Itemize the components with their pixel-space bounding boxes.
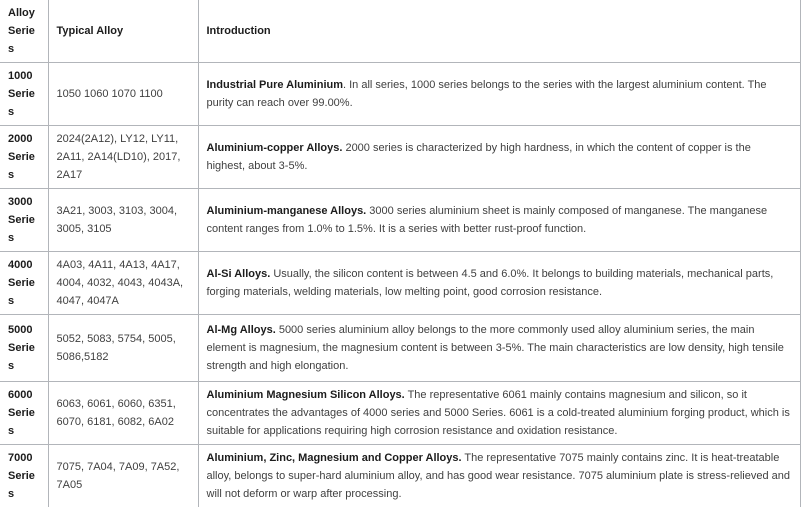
table-row-5000-series — [0, 315, 800, 382]
introduction-cell — [198, 189, 800, 252]
header-typical-alloy: Typical Alloy — [48, 0, 198, 63]
intro-body-text: . In all series, 1000 series belongs to the series with the largest aluminium content. The purity can reach over 99.00%. — [207, 79, 767, 109]
intro-body-text: 2000 series is characterized by high hardness, in which the content of copper is the highest, about 3-5%. — [207, 142, 751, 172]
intro-lead-text: Al-Mg Alloys. — [207, 324, 276, 336]
intro-body-text: The representative 7075 mainly contains zinc. It is heat-treatable alloy, belongs to super-hard aluminium alloy, and has good wear resistance. 7075 aluminium plate is stress-relieved and will not deform or warp after processing. — [207, 452, 791, 500]
introduction-cell — [198, 126, 800, 189]
typical-alloy-cell: 1050 1060 1070 1100 — [48, 63, 198, 126]
series-cell: 4000 Series — [0, 252, 48, 315]
table-row-1000-series — [0, 63, 800, 126]
intro-lead-text: Aluminium Magnesium Silicon Alloys. — [207, 389, 405, 401]
introduction-cell — [198, 252, 800, 315]
typical-alloy-cell: 4A03, 4A11, 4A13, 4A17, 4004, 4032, 4043, 4043A, 4047, 4047A — [48, 252, 198, 315]
header-alloy-series: Alloy Series — [0, 0, 48, 63]
series-cell: 5000 Series — [0, 315, 48, 382]
typical-alloy-cell: 6063, 6061, 6060, 6351, 6070, 6181, 6082, 6A02 — [48, 382, 198, 445]
table-row-6000-series — [0, 382, 800, 445]
intro-lead-text: Aluminium, Zinc, Magnesium and Copper Alloys. — [207, 452, 462, 464]
series-cell: 6000 Series — [0, 382, 48, 445]
introduction-cell — [198, 382, 800, 445]
intro-body-text: Usually, the silicon content is between 4.5 and 6.0%. It belongs to building materials, mechanical parts, forging materials, welding materials, low melting point, good corrosion resistance. — [207, 268, 774, 298]
introduction-cell — [198, 315, 800, 382]
intro-lead-text: Industrial Pure Aluminium — [207, 79, 344, 91]
table-row-4000-series — [0, 252, 800, 315]
table-row-7000-series — [0, 445, 800, 507]
intro-body-text: 3000 series aluminium sheet is mainly composed of manganese. The manganese content ranges from 1.0% to 1.5%. It is a series with better rust-proof function. — [207, 205, 768, 235]
series-cell: 7000 Series — [0, 445, 48, 507]
intro-lead-text: Al-Si Alloys. — [207, 268, 271, 280]
introduction-cell — [198, 63, 800, 126]
table-header-row — [0, 0, 800, 63]
table-row-2000-series — [0, 126, 800, 189]
intro-body-text: The representative 6061 mainly contains magnesium and silicon, so it concentrates the advantages of 4000 series and 5000 Series. 6061 is a cold-treated aluminium forging product, which is suitable for applications requiring high corrosion resistance and oxidation resistance. — [207, 389, 790, 437]
intro-lead-text: Aluminium-copper Alloys. — [207, 142, 343, 154]
table-row-3000-series — [0, 189, 800, 252]
typical-alloy-cell: 2024(2A12), LY12, LY11, 2A11, 2A14(LD10), 2017, 2A17 — [48, 126, 198, 189]
introduction-cell — [198, 445, 800, 507]
typical-alloy-cell: 7075, 7A04, 7A09, 7A52, 7A05 — [48, 445, 198, 507]
typical-alloy-cell: 3A21, 3003, 3103, 3004, 3005, 3105 — [48, 189, 198, 252]
series-cell: 2000 Series — [0, 126, 48, 189]
header-introduction: Introduction — [198, 0, 800, 63]
intro-lead-text: Aluminium-manganese Alloys. — [207, 205, 367, 217]
series-cell: 1000 Series — [0, 63, 48, 126]
typical-alloy-cell: 5052, 5083, 5754, 5005, 5086,5182 — [48, 315, 198, 382]
series-cell: 3000 Series — [0, 189, 48, 252]
intro-body-text: 5000 series aluminium alloy belongs to the more commonly used alloy aluminium series, the main element is magnesium, the magnesium content is between 3-5%. The main characteristics are low density, high tensile strength and high elongation. — [207, 324, 784, 372]
